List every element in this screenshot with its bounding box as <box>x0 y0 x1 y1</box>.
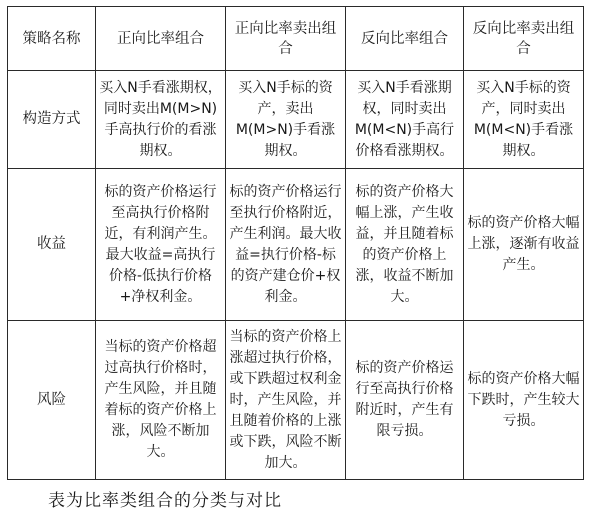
ratio-combination-table <box>7 6 584 480</box>
cell-risk-reverse-ratio-sell: 标的资产价格大幅下跌时，产生较大亏损。 <box>464 321 584 480</box>
cell-risk-reverse-ratio: 标的资产价格运行至高执行价格附近时，产生有限亏损。 <box>346 321 464 480</box>
header-reverse-ratio: 反向比率组合 <box>346 7 464 71</box>
row-label-risk: 风险 <box>8 321 96 480</box>
table-row-profit <box>8 169 584 321</box>
cell-construction-reverse-ratio: 买入N手看涨期权，同时卖出M(M<N)手高行价格看涨期权。 <box>346 71 464 169</box>
cell-risk-forward-ratio-sell: 当标的资产价格上涨超过执行价格，或下跌超过权利金时，产生风险，并且随着价格的上涨或下跌，风险不断加大。 <box>226 321 346 480</box>
row-label-profit: 收益 <box>8 169 96 321</box>
cell-profit-forward-ratio-sell: 标的资产价格运行至执行价格附近，产生利润。最大收益=执行价格-标的资产建仓价+权利金。 <box>226 169 346 321</box>
header-forward-ratio-sell: 正向比率卖出组合 <box>226 7 346 71</box>
cell-risk-forward-ratio: 当标的资产价格超过高执行价格时，产生风险，并且随着标的资产价格上涨，风险不断加大。 <box>96 321 226 480</box>
header-strategy-name: 策略名称 <box>8 7 96 71</box>
table-row-risk <box>8 321 584 480</box>
header-reverse-ratio-sell: 反向比率卖出组合 <box>464 7 584 71</box>
table-caption: 表为比率类组合的分类与对比 <box>48 491 282 511</box>
header-row <box>8 7 584 71</box>
cell-profit-reverse-ratio: 标的资产价格大幅上涨，产生收益，并且随着标的资产价格上涨，收益不断加大。 <box>346 169 464 321</box>
table-row-construction <box>8 71 584 169</box>
cell-construction-reverse-ratio-sell: 买入N手标的资产，同时卖出M(M<N)手看涨期权。 <box>464 71 584 169</box>
cell-construction-forward-ratio: 买入N手看涨期权，同时卖出M(M>N)手高执行价的看涨期权。 <box>96 71 226 169</box>
cell-construction-forward-ratio-sell: 买入N手标的资产，卖出M(M>N)手看涨期权。 <box>226 71 346 169</box>
header-forward-ratio: 正向比率组合 <box>96 7 226 71</box>
cell-profit-forward-ratio: 标的资产价格运行至高执行价格附近，有利润产生。最大收益=高执行价格-低执行价格+净权利金。 <box>96 169 226 321</box>
row-label-construction: 构造方式 <box>8 71 96 169</box>
cell-profit-reverse-ratio-sell: 标的资产价格大幅上涨，逐渐有收益产生。 <box>464 169 584 321</box>
